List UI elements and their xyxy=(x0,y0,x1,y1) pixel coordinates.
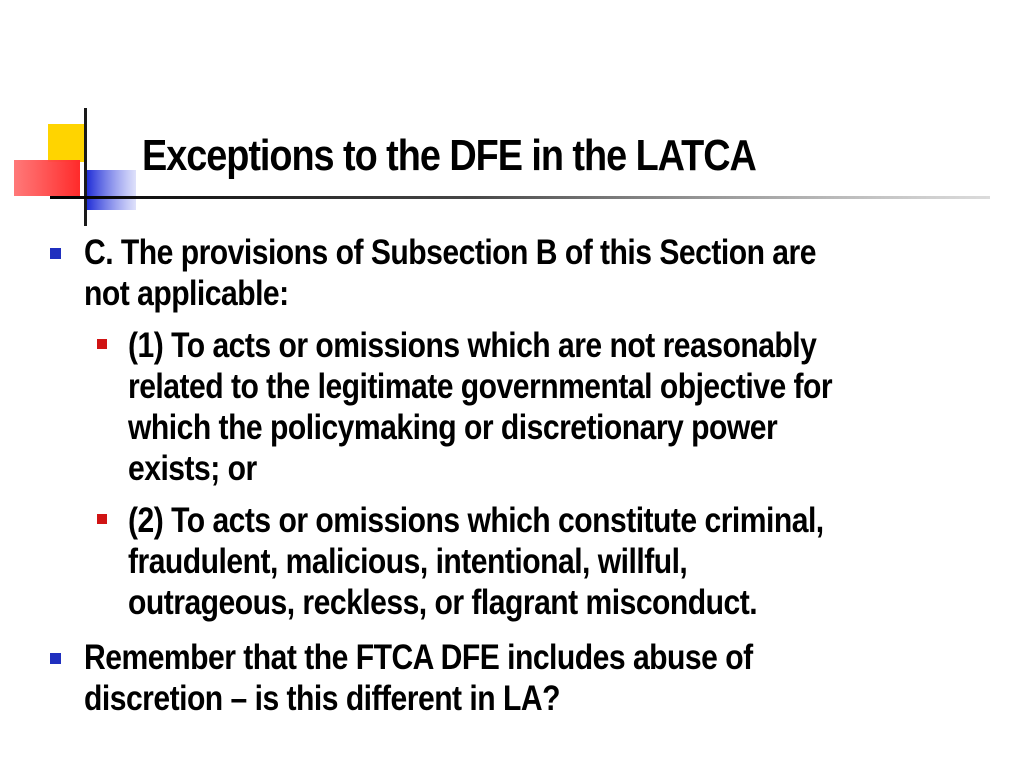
sub-bullet-item xyxy=(0,500,1024,623)
bullet-item xyxy=(0,637,1024,719)
square-bullet-icon xyxy=(97,339,107,349)
square-bullet-icon xyxy=(50,248,61,259)
logo-yellow-square xyxy=(48,124,84,162)
slide-title: Exceptions to the DFE in the LATCA xyxy=(142,131,756,180)
bullet-line: not applicable: xyxy=(84,274,289,313)
bullet-text xyxy=(128,325,1009,489)
bullet-line: (1) To acts or omissions which are not reasonably xyxy=(128,326,817,365)
bullet-line: outrageous, reckless, or flagrant misconduct. xyxy=(128,583,758,622)
sub-bullet-item xyxy=(0,325,1024,489)
bullet-list xyxy=(0,232,1024,719)
bullet-line: discretion – is this different in LA? xyxy=(84,679,560,718)
square-bullet-icon xyxy=(97,514,107,524)
bullet-text xyxy=(84,232,965,314)
bullet-text xyxy=(128,500,1009,623)
bullet-line: C. The provisions of Subsection B of this Section are xyxy=(84,233,816,272)
bullet-line: Remember that the FTCA DFE includes abuse of xyxy=(84,638,753,677)
logo-vertical-line xyxy=(84,108,87,226)
bullet-line: fraudulent, malicious, intentional, willful, xyxy=(128,542,688,581)
bullet-line: related to the legitimate governmental objective for xyxy=(128,367,833,406)
bullet-line: (2) To acts or omissions which constitute criminal, xyxy=(128,501,824,540)
bullet-line: exists; or xyxy=(128,449,257,488)
square-bullet-icon xyxy=(50,653,61,664)
bullet-item xyxy=(0,232,1024,314)
logo-horizontal-line xyxy=(50,196,990,199)
logo-red-square xyxy=(14,160,80,196)
bullet-text xyxy=(84,637,965,719)
slide-logo xyxy=(0,0,1024,240)
logo-blue-square xyxy=(86,170,136,210)
bullet-line: which the policymaking or discretionary power xyxy=(128,408,778,447)
